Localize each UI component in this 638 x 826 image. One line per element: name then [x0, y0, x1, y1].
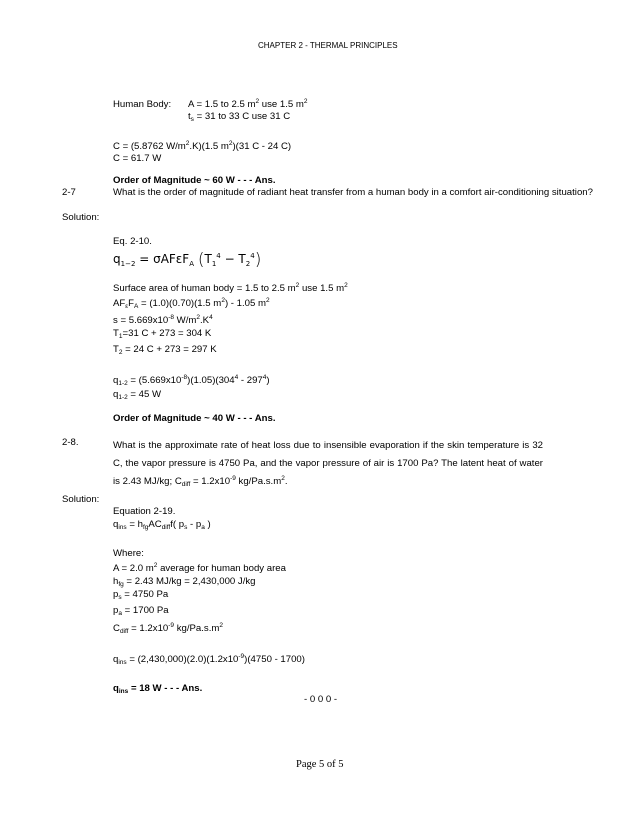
page-footer: Page 5 of 5: [296, 759, 344, 770]
human-body-label: Human Body:: [113, 99, 172, 110]
qins-calc-line: $q_{ins} = (2,430,000)(2.0)(1.2x10^{-9})(4750 - 1700)$: [113, 653, 305, 666]
area-2-line: A = 2.0 $m^2$ average for human body area: [113, 562, 286, 574]
end-mark: - 0 0 0 -: [304, 694, 338, 705]
qins-formula: $q_{ins} = h_{fg}AC_{diff}f$( $p_s - p_a$ ): [113, 519, 211, 531]
pa-line: $p_a = 1700$ Pa: [113, 605, 169, 617]
eq-2-19-ref: Equation 2-19.: [113, 506, 176, 517]
hfg-line: $h_{fg} = 2.43$ MJ/kg = 2,430,000 J/kg: [113, 576, 256, 588]
problem-2-7-number: 2-7: [62, 187, 76, 198]
problem-2-7-question: What is the order of magnitude of radiant heat transfer from a human body in a comfort air-conditioning situation?: [113, 187, 593, 198]
af-line: $AF_\varepsilon F_A = (1.0)(0.70)(1.5$ $m^2) - 1.05$ $m^2$: [113, 297, 270, 310]
ts-line: $t_s = 31$ to 33 C use 31 C: [188, 111, 291, 123]
problem-2-8-question: What is the approximate rate of heat loss due to insensible evaporation if the skin temperature is 32 C, the vapor pressure is 4750 Pa, and the vapor pressure of air is 1700 Pa? The latent heat of water is 2.43 MJ/kg; $C_{diff} = 1.2x10^{-9}$ $kg/Pa.s.m^2$.: [113, 440, 543, 488]
answer-2-7: Order of Magnitude ~ 40 W - - - Ans.: [113, 413, 276, 424]
answer-2-6: Order of Magnitude ~ 60 W - - - Ans.: [113, 175, 276, 186]
cdiff-line: $C_{diff} = 1.2x10^{-9}$ $kg/Pa.s.m^2$: [113, 622, 223, 635]
page-header: CHAPTER 2 - THERMAL PRINCIPLES: [258, 41, 398, 50]
sigma-line: $s = 5.669x10^{-8}$ $W/m^2.K^4$: [113, 314, 213, 326]
q-substitution-line: $q_{1-2} = (5.669x10^{-8})(1.05)(304^4 - 297^4)$: [113, 374, 270, 387]
problem-2-8-number: 2-8.: [62, 437, 79, 448]
answer-2-8: $q_{ins} = 18$ W - - - Ans.: [113, 683, 203, 695]
surface-area-line: Surface area of human body = 1.5 to 2.5 $m^2$ use 1.5 $m^2$: [113, 282, 348, 294]
t2-line: $T_2 = 24$ C + 273 = 297 K: [113, 344, 217, 356]
c-equation-line: C = (5.8762 $W/m^2.K)(1.5$ $m^2)(31$ C - 24 C): [113, 140, 292, 152]
radiation-equation: $q_{1-2} = \sigma AF\varepsilon F_A$ $(T_1^4 - T_2^4)$: [113, 250, 262, 270]
area-line: A = 1.5 to 2.5 $m^2$ use 1.5 $m^2$: [188, 98, 308, 110]
solution-2-8-label: Solution:: [62, 494, 100, 505]
eq-2-10-ref: Eq. 2-10.: [113, 236, 152, 247]
ps-line: $p_s = 4750$ Pa: [113, 589, 169, 601]
q-result-line: $q_{1-2} = 45$ W: [113, 389, 162, 401]
where-label: Where:: [113, 548, 144, 559]
solution-2-7-label: Solution:: [62, 212, 100, 223]
t1-line: $T_1=31$ C + 273 = 304 K: [113, 328, 212, 340]
c-result-line: C = 61.7 W: [113, 153, 162, 164]
